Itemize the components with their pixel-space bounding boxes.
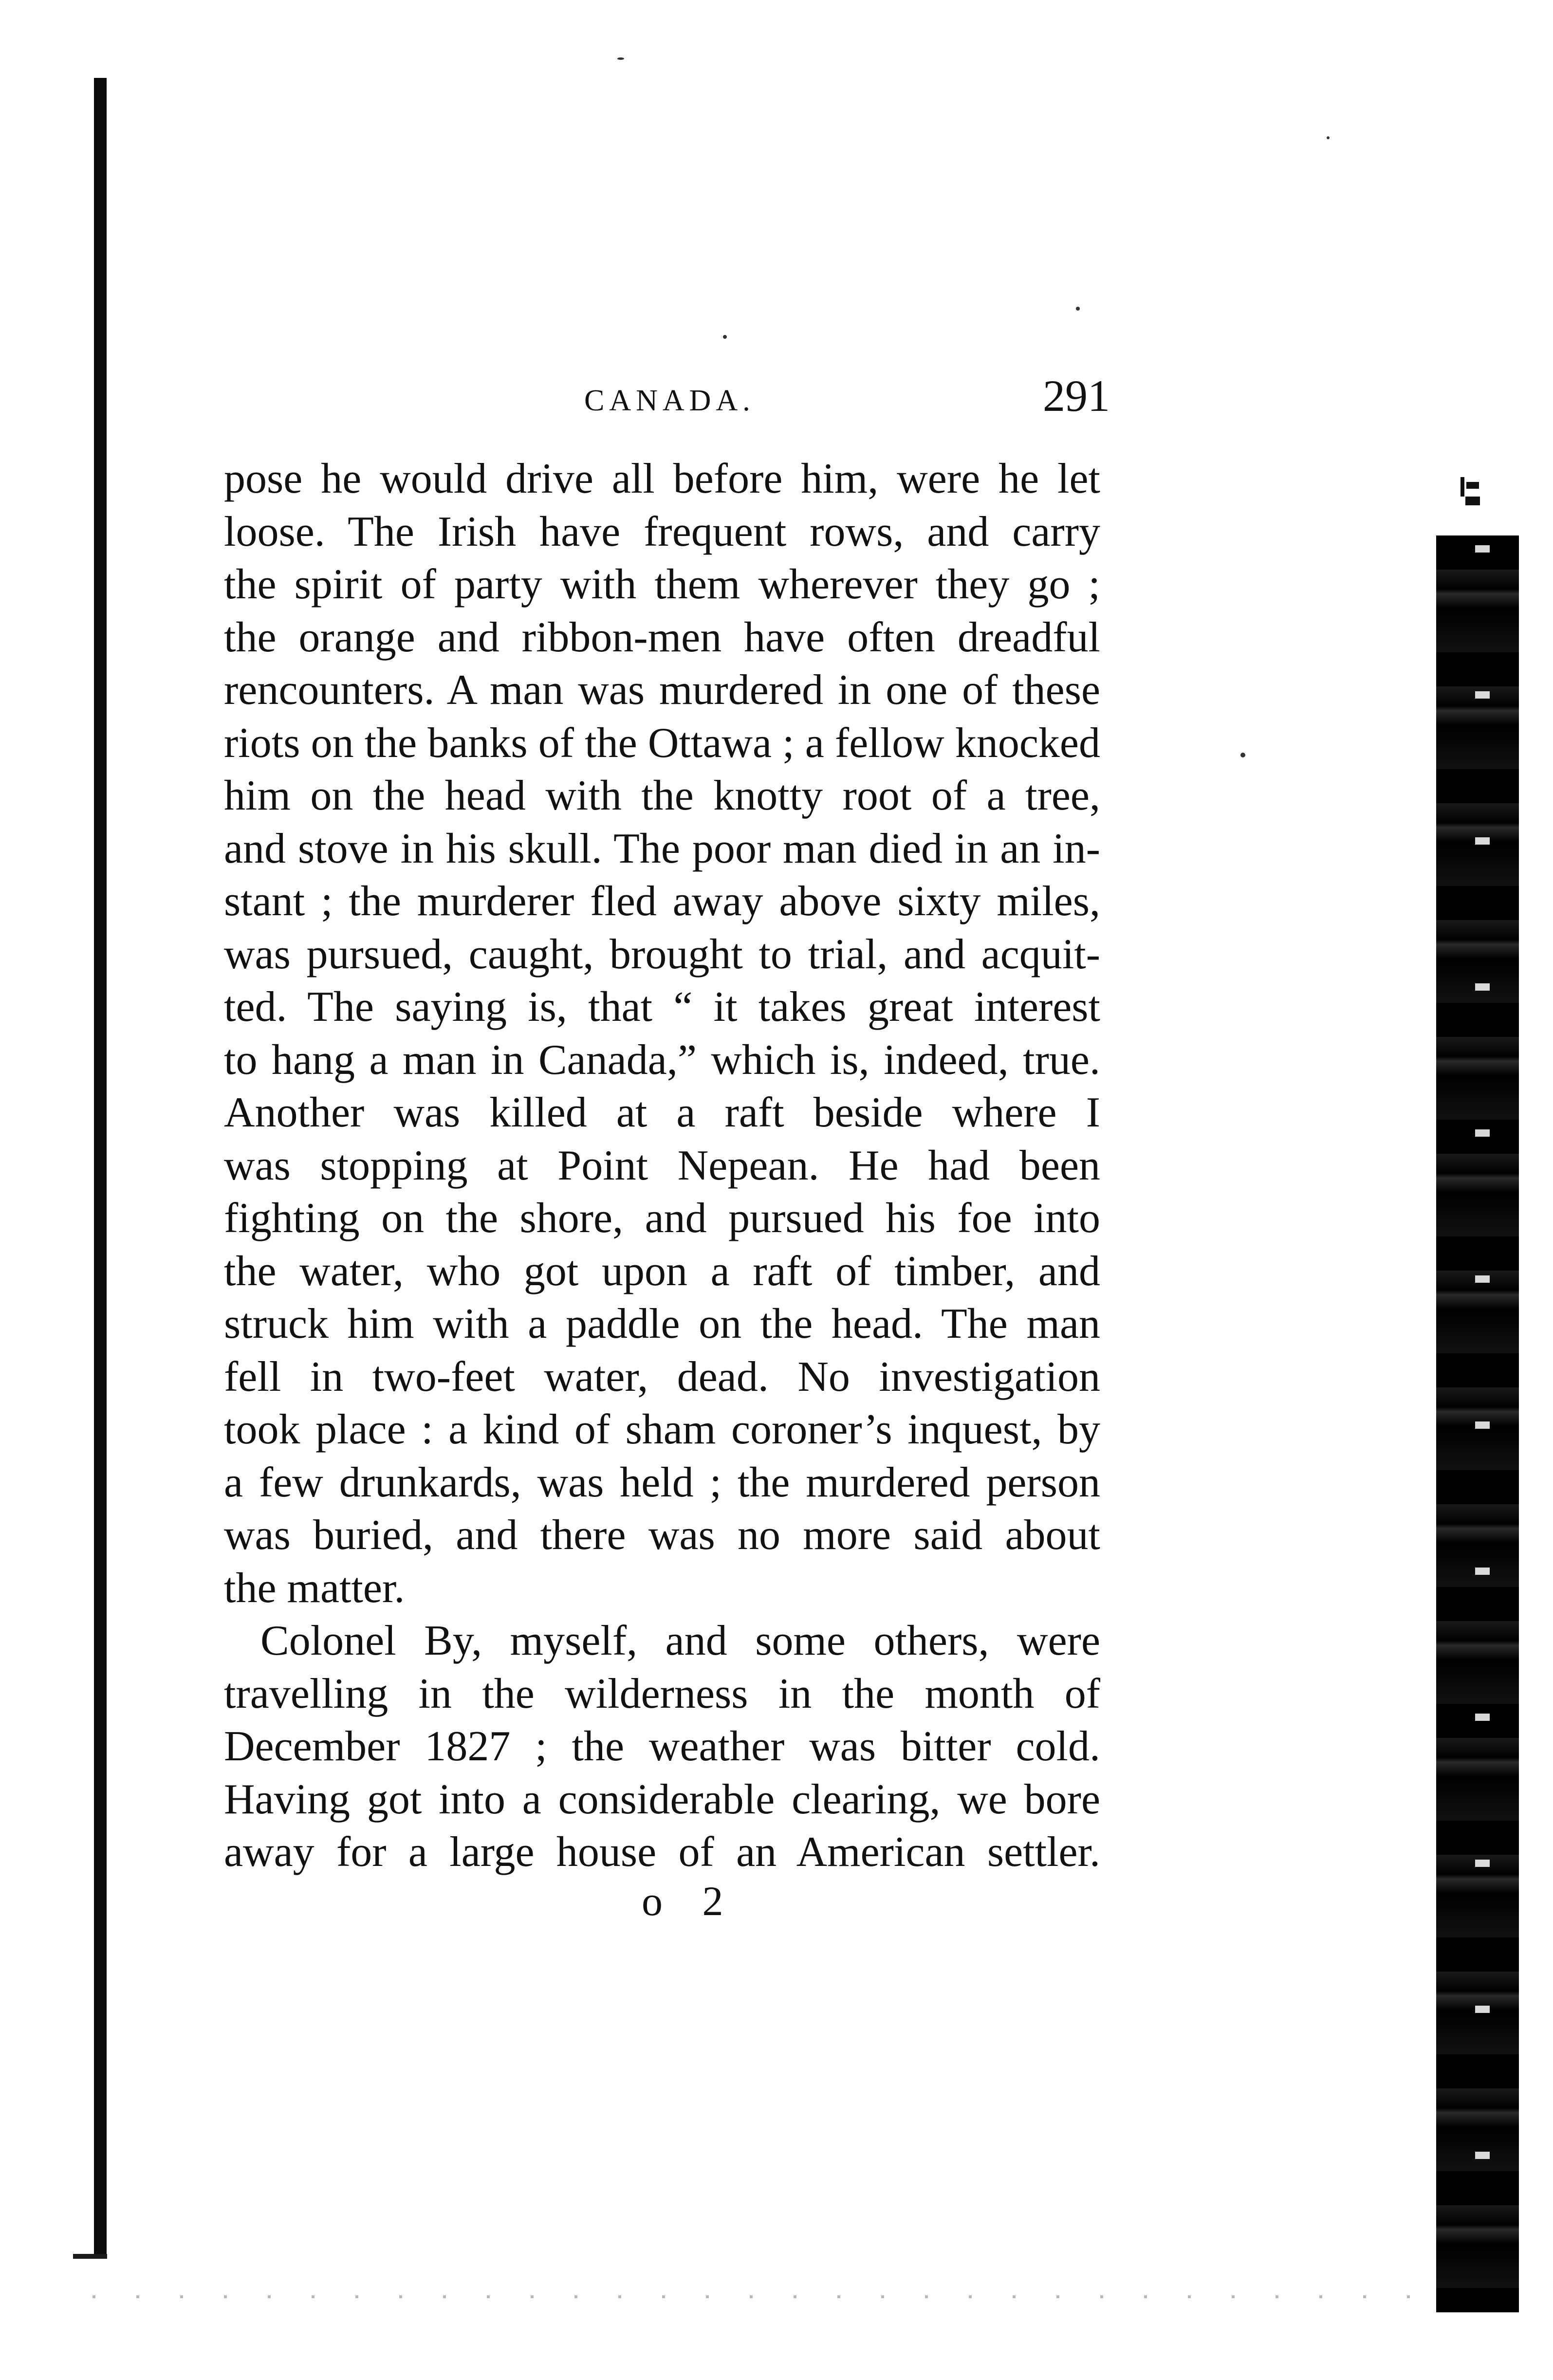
text-line: fighting on the shore, and pursued his foe into xyxy=(224,1195,1100,1242)
text-line: stant ; the murderer fled away above sixty miles, xyxy=(224,878,1100,925)
text-line: Another was killed at a raft beside where I xyxy=(224,1089,1100,1136)
signature-mark: o 2 xyxy=(642,1878,738,1924)
text-line: rencounters. A man was murdered in one of these xyxy=(224,666,1100,714)
scan-speck xyxy=(723,335,727,339)
text-line: a few drunkards, was held ; the murdered person xyxy=(224,1458,1100,1506)
scan-speck xyxy=(1327,136,1330,139)
text-line: pose he would drive all before him, were he let xyxy=(224,455,1100,502)
scan-speck xyxy=(1076,307,1080,311)
text-line: December 1827 ; the weather was bitter cold. xyxy=(224,1723,1100,1770)
scan-speck xyxy=(1240,753,1245,757)
body-text xyxy=(224,453,1100,1879)
page-edge-highlight xyxy=(1475,487,1490,2264)
text-line: the spirit of party with them wherever they go ; xyxy=(224,561,1100,608)
text-line: him on the head with the knotty root of a tree, xyxy=(224,772,1100,819)
text-line: ted. The saying is, that “ it takes great interest xyxy=(224,983,1100,1031)
text-line: was pursued, caught, brought to trial, and acquit- xyxy=(224,930,1100,978)
text-line: Colonel By, myself, and some others, were xyxy=(260,1617,1100,1664)
page-edge-marks xyxy=(1456,477,1490,526)
text-line: the matter. xyxy=(224,1564,405,1612)
text-line: took place : a kind of sham coroner’s inquest, by xyxy=(224,1406,1100,1453)
binding-gutter-foot xyxy=(73,2254,107,2259)
running-head: CANADA. xyxy=(584,384,755,417)
text-line: struck him with a paddle on the head. The man xyxy=(224,1300,1100,1347)
scan-bottom-noise xyxy=(78,2295,1441,2298)
text-line: the water, who got upon a raft of timber, and xyxy=(224,1247,1100,1295)
text-line: loose. The Irish have frequent rows, and carry xyxy=(224,508,1100,555)
page-header xyxy=(214,360,1110,419)
scan-speck xyxy=(617,57,624,60)
text-line: the orange and ribbon-men have often dreadful xyxy=(224,613,1100,661)
page-number: 291 xyxy=(1043,371,1110,421)
binding-gutter-shadow xyxy=(94,78,107,2259)
text-line: was buried, and there was no more said about xyxy=(224,1512,1100,1559)
text-line: riots on the banks of the Ottawa ; a fellow knocked xyxy=(224,719,1100,767)
text-line: was stopping at Point Nepean. He had been xyxy=(224,1142,1100,1189)
text-line: to hang a man in Canada,” which is, indeed, true. xyxy=(224,1036,1100,1084)
text-line: Having got into a considerable clearing, we bore xyxy=(224,1775,1100,1823)
text-line: away for a large house of an American settler. xyxy=(224,1828,1100,1876)
text-line: travelling in the wilderness in the month of xyxy=(224,1670,1100,1717)
text-line: fell in two-feet water, dead. No investigation xyxy=(224,1353,1100,1401)
text-line: and stove in his skull. The poor man died in an in- xyxy=(224,825,1100,872)
